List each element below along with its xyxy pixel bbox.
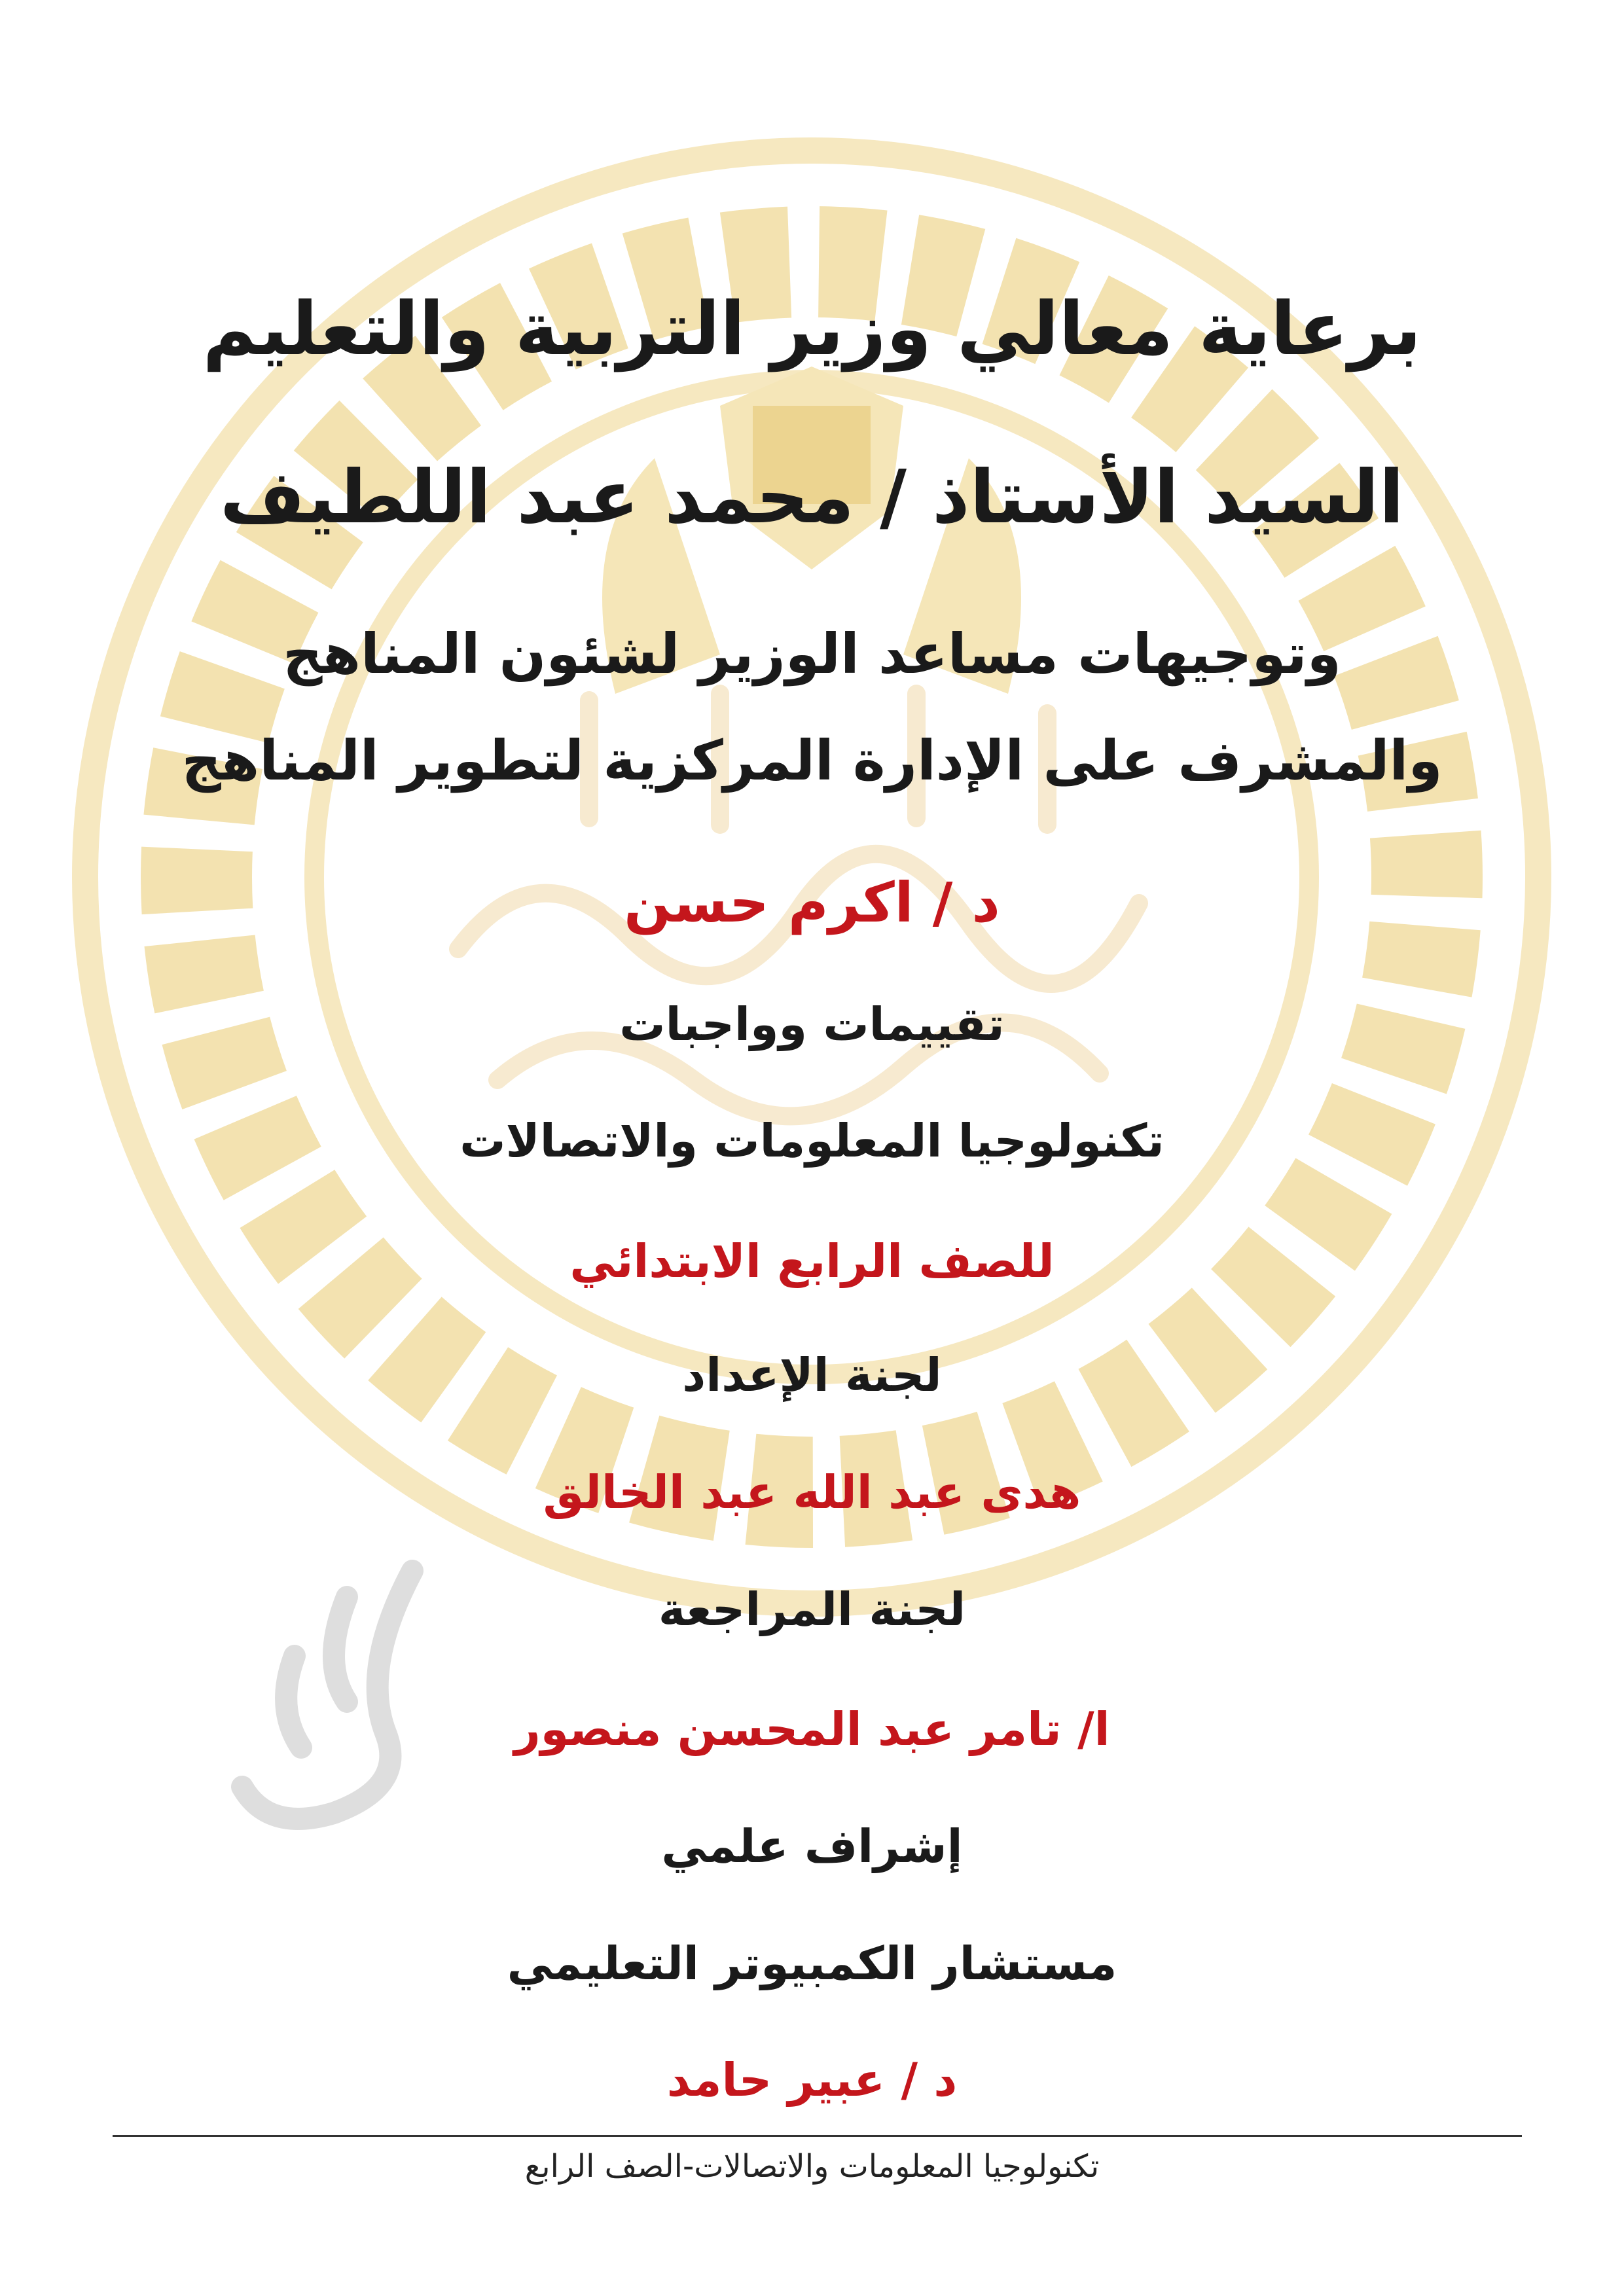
subject-title: تكنولوجيا المعلومات والاتصالات: [460, 1114, 1164, 1168]
page-footer: تكنولوجيا المعلومات والاتصالات-الصف الرابع: [524, 2148, 1100, 2185]
minister-name: السيد الأستاذ / محمد عبد اللطيف: [219, 455, 1404, 540]
supervisor-name: د / اكرم حسن: [624, 870, 1000, 935]
review-committee-name: ا/ تامر عبد المحسن منصور: [514, 1702, 1110, 1756]
document-type: تقييمات وواجبات: [619, 997, 1005, 1051]
review-committee-label: لجنة المراجعة: [658, 1583, 966, 1636]
preparation-committee-name: هدى عبد الله عبد الخالق: [543, 1465, 1081, 1519]
patronage-line: برعاية معالي وزير التربية والتعليم: [202, 287, 1422, 372]
supervisor-line: والمشرف على الإدارة المركزية لتطوير المناهج: [181, 728, 1443, 793]
advisor-title: مستشار الكمبيوتر التعليمي: [507, 1937, 1117, 1990]
preparation-committee-label: لجنة الإعداد: [682, 1348, 942, 1402]
grade-title: للصف الرابع الابتدائي: [569, 1234, 1055, 1288]
footer-divider: [113, 2135, 1522, 2137]
directives-line: وتوجيهات مساعد الوزير لشئون المناهج: [283, 622, 1341, 686]
advisor-name: د / عبير حامد: [666, 2053, 958, 2107]
scientific-supervision-label: إشراف علمي: [661, 1820, 963, 1873]
